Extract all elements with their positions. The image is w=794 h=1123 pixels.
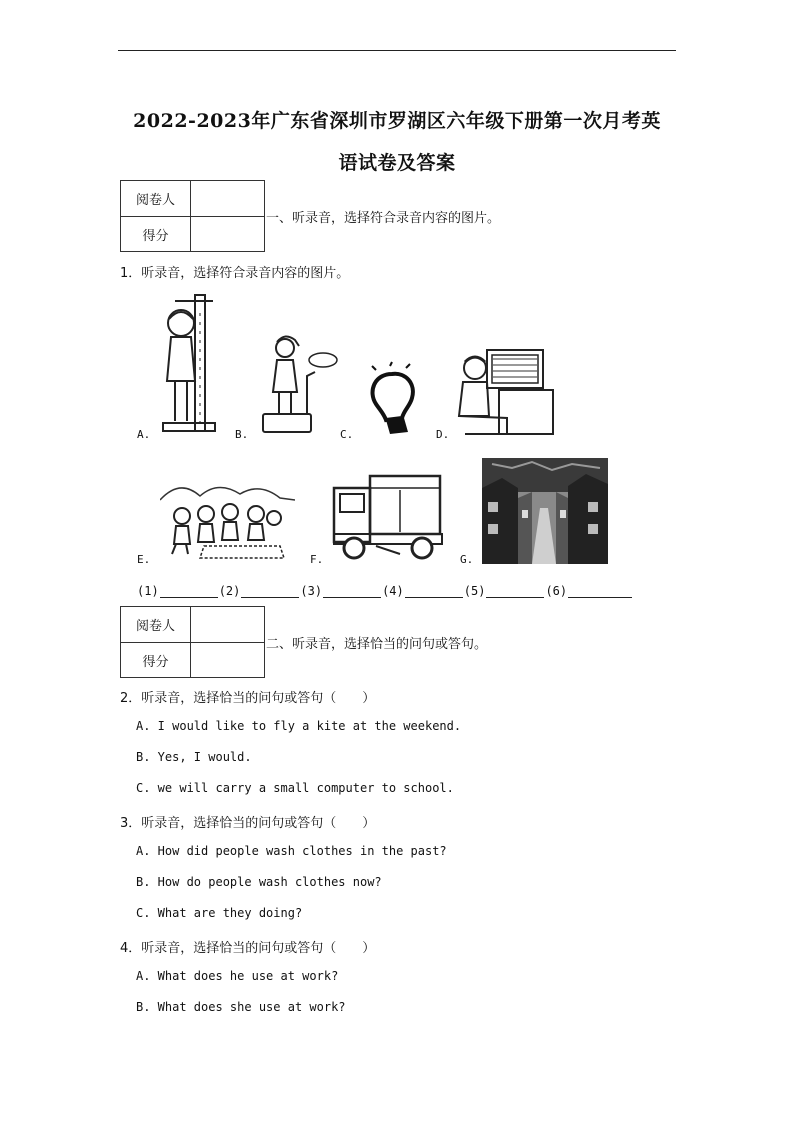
grader-row-score [121, 217, 264, 252]
child-measuring-height-icon [155, 293, 220, 435]
reviewer-label: 阅卷人 [121, 607, 191, 642]
question-4-prompt: 4．听录音，选择恰当的问句或答句（ ） [120, 941, 376, 956]
question-3-option-c[interactable]: C. What are they doing? [136, 906, 303, 920]
score-label: 得分 [121, 217, 191, 252]
girl-on-scale-icon [255, 330, 340, 438]
page-title-continued: 语试卷及答案 [338, 152, 456, 174]
question-2-prompt: 2．听录音，选择恰当的问句或答句（ ） [120, 691, 376, 706]
picture-label-f: F. [310, 553, 324, 566]
picture-label-g: G. [460, 553, 474, 566]
truck-icon [330, 470, 445, 562]
score-field[interactable] [191, 217, 264, 252]
blank-5[interactable]: (5) [464, 583, 546, 598]
blank-2[interactable]: (2) [219, 583, 301, 598]
blank-3[interactable]: (3) [300, 583, 382, 598]
question-3-option-b[interactable]: B. How do people wash clothes now? [136, 875, 382, 889]
question-4-option-a[interactable]: A. What does he use at work? [136, 969, 339, 983]
reviewer-field[interactable] [191, 181, 264, 216]
section-2-heading: 二、听录音，选择恰当的问句或答句。 [266, 637, 488, 652]
question-2-option-c[interactable]: C. we will carry a small computer to school. [136, 781, 454, 795]
section-1-heading: 一、听录音，选择符合录音内容的图片。 [266, 211, 501, 226]
question-2-option-a[interactable]: A. I would like to fly a kite at the weekend. [136, 719, 462, 733]
grader-box-1 [120, 180, 265, 252]
grader-row-reviewer [121, 181, 264, 217]
answer-blanks [137, 583, 633, 598]
reviewer-field[interactable] [191, 607, 264, 642]
grader-box-2 [120, 606, 265, 678]
picture-label-d: D. [436, 428, 450, 441]
question-3-prompt: 3．听录音，选择恰当的问句或答句（ ） [120, 816, 376, 831]
light-bulb-icon [362, 360, 432, 438]
header-rule [118, 50, 676, 51]
score-field[interactable] [191, 643, 264, 678]
grader-row-score [121, 643, 264, 678]
score-label: 得分 [121, 643, 191, 678]
children-picnic-icon [160, 478, 295, 563]
grader-row-reviewer [121, 607, 264, 643]
picture-label-a: A. [137, 428, 151, 441]
boy-at-computer-icon [455, 346, 555, 438]
question-2-option-b[interactable]: B. Yes, I would. [136, 750, 252, 764]
reviewer-label: 阅卷人 [121, 181, 191, 216]
blank-6[interactable]: (6) [545, 583, 633, 598]
blank-1[interactable]: (1) [137, 583, 219, 598]
page-title: 2022-2023年广东省深圳市罗湖区六年级下册第一次月考英 [133, 110, 661, 132]
old-town-street-icon [482, 458, 608, 564]
question-3-option-a[interactable]: A. How did people wash clothes in the past? [136, 844, 447, 858]
question-4-option-b[interactable]: B. What does she use at work? [136, 1000, 346, 1014]
picture-label-c: C. [340, 428, 354, 441]
blank-4[interactable]: (4) [382, 583, 464, 598]
picture-label-b: B. [235, 428, 249, 441]
picture-label-e: E. [137, 553, 151, 566]
question-1-prompt: 1．听录音，选择符合录音内容的图片。 [120, 266, 350, 281]
